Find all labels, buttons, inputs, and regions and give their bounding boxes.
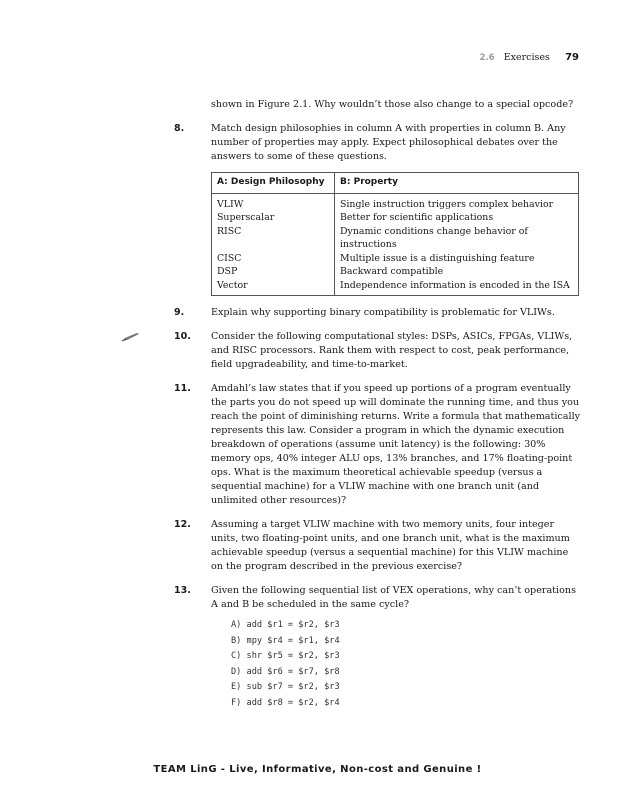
exercise-number: 12. [174, 519, 191, 530]
intro-paragraph [211, 98, 581, 112]
exercise-text: Amdahl’s law states that if you speed up portions of a program eventually the parts you do not speed up will dominate the running time, and thus you reach the point of diminishing returns. Write a formula that mathematically represents this law. Consider a program in which the dynamic execution breakdown of operations (assume unit latency) is the following: 30% memory ops, 40% integer ALU ops, 13% branches, and 17% floating-point ops. What is the maximum theoretical achievable speedup (versus a sequential machine) for a VLIW machine with one branch unit (and unlimited other resources)? [211, 383, 581, 506]
exercise-number: 10. [174, 331, 191, 342]
exercise-11 [174, 382, 581, 508]
table-row [212, 225, 579, 252]
table-cell: Independence information is encoded in the ISA [340, 279, 570, 291]
page-number: 79 [565, 52, 579, 63]
vex-code-listing [231, 618, 581, 711]
table-row [212, 265, 579, 279]
table-cell: VLIW [212, 193, 335, 211]
exercise-9 [174, 306, 581, 320]
exercise-text: Assuming a target VLIW machine with two memory units, four integer units, two floating-point units, and one branch unit, what is the maximum achievable speedup (versus a sequential machine) for this VLIW machine on the program described in the previous exercise? [211, 519, 570, 572]
exercise-10 [174, 330, 581, 372]
section-number: 2.6 [479, 53, 495, 63]
table-cell: Vector [212, 279, 335, 296]
code-line: D) add $r6 = $r7, $r8 [231, 666, 340, 677]
code-line: F) add $r8 = $r2, $r4 [231, 697, 340, 708]
code-line: B) mpy $r4 = $r1, $r4 [231, 635, 340, 646]
exercise-number: 8. [174, 123, 185, 134]
exercise-text: Given the following sequential list of VEX operations, why can’t operations A and B be scheduled in the same cycle? [211, 585, 576, 610]
table-cell: DSP [212, 265, 335, 279]
column-b-header: B: Property [335, 173, 579, 194]
table-row [212, 252, 579, 266]
table-cell: Single instruction triggers complex behavior [340, 198, 554, 210]
intro-text: shown in Figure 2.1. Why wouldn’t those also change to a special opcode? [211, 99, 574, 110]
table-row [212, 279, 579, 296]
exercise-text: Explain why supporting binary compatibility is problematic for VLIWs. [211, 307, 555, 318]
column-a-header: A: Design Philosophy [212, 173, 335, 194]
table-cell: Dynamic conditions change behavior of instructions [340, 225, 528, 250]
exercise-number: 13. [174, 585, 191, 596]
table-row [212, 211, 579, 225]
exercise-text: Match design philosophies in column A with properties in column B. Any number of properties may apply. Expect philosophical debates over the answers to some of these questions. [211, 123, 566, 162]
section-title: Exercises [503, 52, 550, 63]
exercise-number: 9. [174, 307, 185, 318]
footer-watermark: TEAM LinG - Live, Informative, Non-cost and Genuine ! [153, 764, 482, 775]
code-line: E) sub $r7 = $r2, $r3 [231, 682, 340, 692]
exercise-number: 11. [174, 383, 191, 394]
table-cell: Backward compatible [340, 266, 444, 277]
pencil-icon [121, 332, 141, 342]
table-cell: Better for scientific applications [340, 212, 494, 223]
table-cell: Multiple issue is a distinguishing feature [340, 252, 535, 264]
code-line: C) shr $r5 = $r2, $r3 [231, 651, 340, 661]
table-cell: CISC [212, 252, 335, 266]
running-header [479, 52, 579, 63]
table-cell: RISC [212, 225, 335, 252]
page-body [0, 98, 635, 721]
design-philosophy-table [211, 172, 579, 296]
code-line: A) add $r1 = $r2, $r3 [231, 620, 340, 630]
exercise-13 [174, 584, 581, 711]
table-cell: Superscalar [212, 211, 335, 225]
table-row [212, 193, 579, 211]
exercise-text: Consider the following computational styles: DSPs, ASICs, FPGAs, VLIWs, and RISC processors. Rank them with respect to cost, peak performance, field upgradeability, and time-to-market. [211, 331, 573, 370]
exercise-8 [174, 122, 581, 296]
exercise-12 [174, 518, 581, 574]
